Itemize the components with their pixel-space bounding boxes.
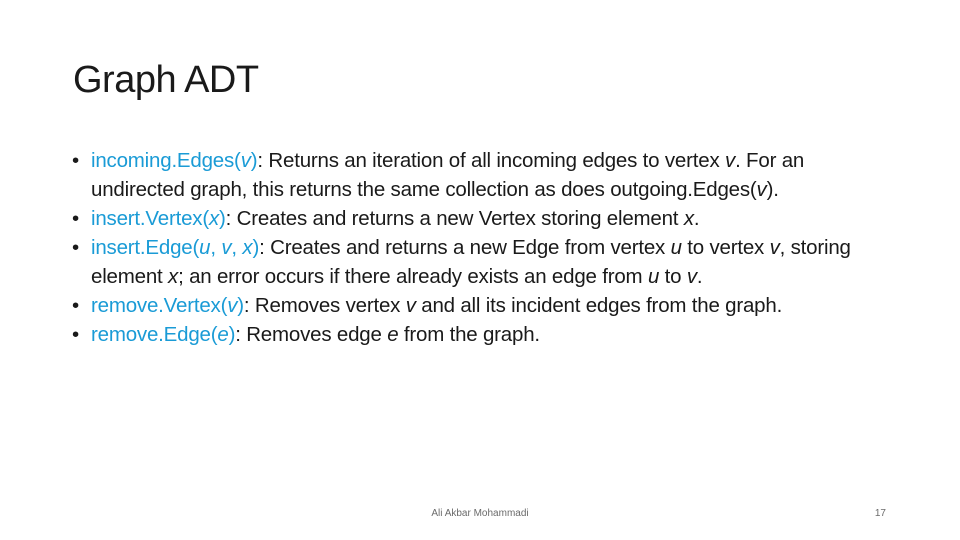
description-text: ; an error occurs if there already exists an edge from — [178, 265, 648, 288]
method-text: ) — [219, 207, 226, 230]
bullet-dot-icon: • — [72, 207, 79, 230]
method-text: ) — [237, 294, 244, 317]
description-text: , storing element — [91, 236, 851, 288]
description-text: . — [696, 265, 703, 288]
description-text: ). — [766, 178, 779, 201]
italic-var: x — [683, 207, 694, 230]
description-text: from the graph. — [398, 323, 540, 346]
bullet-insert-edge — [70, 233, 900, 291]
bullet-dot-icon: • — [72, 236, 79, 259]
method-text: , — [210, 236, 222, 259]
slide-title: Graph ADT — [73, 59, 259, 101]
bullet-insert-vertex — [70, 204, 900, 233]
method-name — [91, 149, 257, 172]
method-name — [91, 236, 259, 259]
method-name — [91, 207, 226, 230]
method-name — [91, 294, 244, 317]
description-text: : Removes edge — [235, 323, 388, 346]
description-text: and all its incident edges from the graph. — [415, 294, 783, 317]
method-text: , — [231, 236, 243, 259]
method-name — [91, 323, 235, 346]
italic-var: v — [769, 236, 780, 259]
description-text: . For an undirected graph, this returns the same collection as does outgoing.Edges( — [91, 149, 805, 201]
description-text: to — [659, 265, 687, 288]
bullet-remove-edge — [70, 320, 900, 349]
method-text: ) — [228, 323, 236, 346]
method-text: ) — [252, 236, 260, 259]
method-text: incoming.Edges( — [91, 149, 241, 172]
italic-var: v — [405, 294, 416, 317]
italic-var: e — [387, 323, 399, 346]
method-text: remove.Vertex( — [91, 294, 228, 317]
bullet-dot-icon: • — [72, 149, 79, 172]
method-param: v — [221, 236, 232, 259]
italic-var: u — [670, 236, 682, 259]
footer-author: Ali Akbar Mohammadi — [431, 508, 529, 519]
description-text: : Creates and returns a new Vertex storing element — [225, 207, 684, 230]
description-text: : Returns an iteration of all incoming edges to vertex — [257, 149, 725, 172]
method-param: x — [208, 207, 220, 230]
method-param: u — [199, 236, 211, 259]
bullet-list — [70, 146, 900, 349]
bullet-dot-icon: • — [72, 294, 79, 317]
bullet-incoming-edges — [70, 146, 900, 204]
italic-var: v — [725, 149, 736, 172]
bullet-remove-vertex — [70, 291, 900, 320]
italic-var: v — [686, 265, 697, 288]
description-text: : Removes vertex — [243, 294, 406, 317]
description-text: to vertex — [681, 236, 770, 259]
method-text: insert.Vertex( — [91, 207, 209, 230]
method-param: v — [227, 294, 238, 317]
method-text: remove.Edge( — [91, 323, 218, 346]
method-text: insert.Edge( — [91, 236, 200, 259]
description-text: . — [693, 207, 700, 230]
italic-var: u — [647, 265, 660, 288]
italic-var: v — [756, 178, 767, 201]
method-param: x — [242, 236, 253, 259]
italic-var: x — [168, 265, 179, 288]
description-text: : Creates and returns a new Edge from vertex — [259, 236, 671, 259]
slide-number: 17 — [874, 508, 886, 519]
method-text: ) — [250, 149, 258, 172]
method-param: e — [217, 323, 229, 346]
bullet-dot-icon: • — [72, 323, 79, 346]
method-param: v — [240, 149, 251, 172]
